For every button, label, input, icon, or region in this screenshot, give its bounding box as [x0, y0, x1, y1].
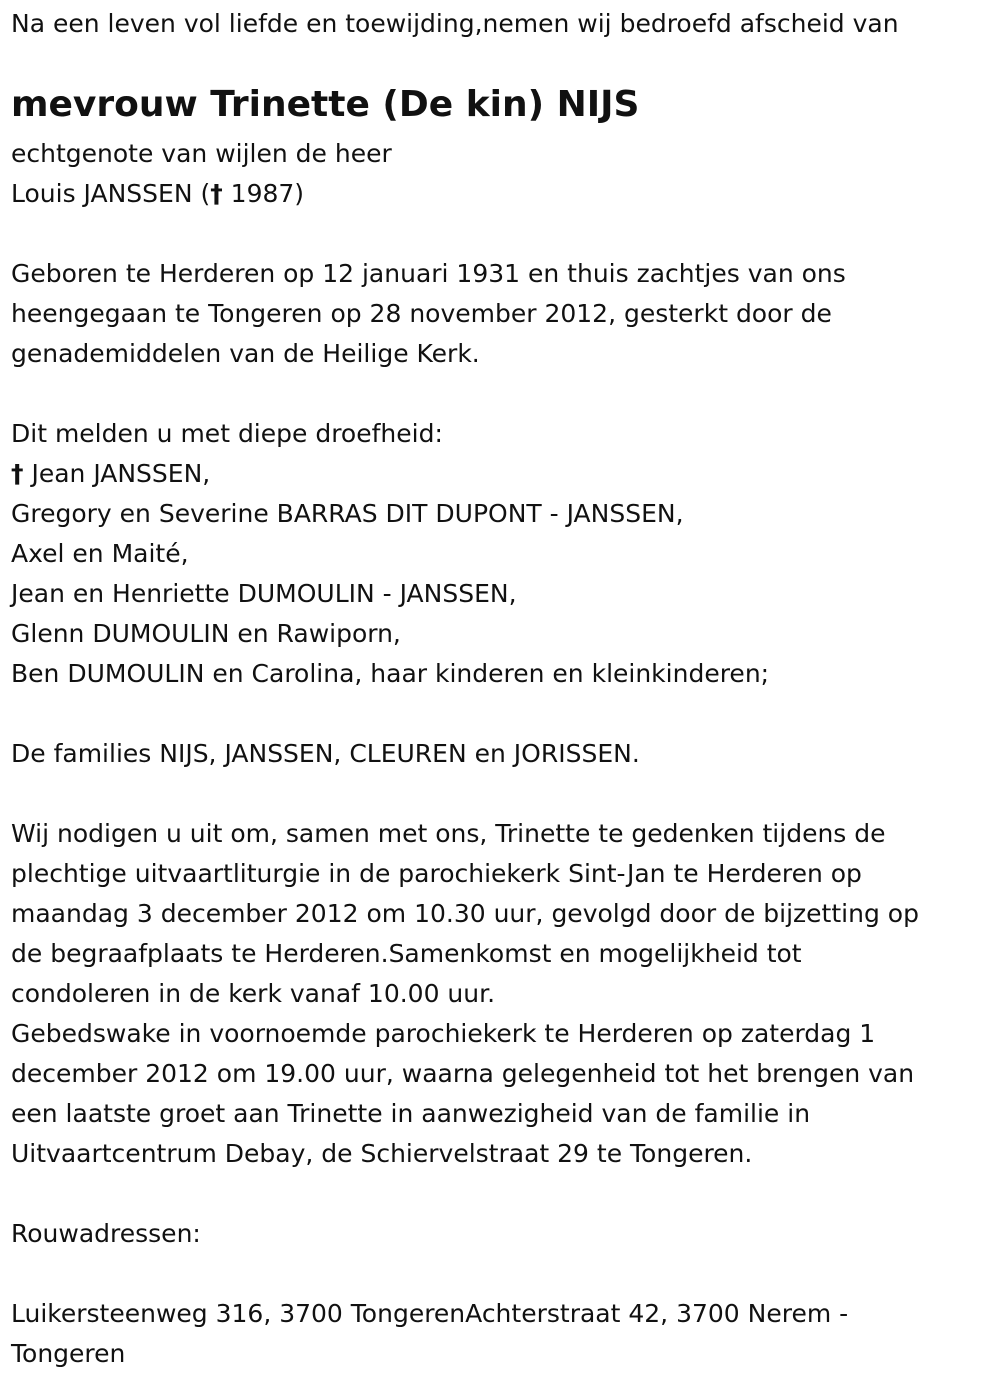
cross-icon: † — [210, 179, 223, 208]
ceremony-line: condoleren in de kerk vanaf 10.00 uur. — [11, 979, 496, 1008]
ceremony-line: Gebedswake in voornoemde parochiekerk te Herderen op zaterdag 1 — [11, 1019, 876, 1048]
ceremony-line: maandag 3 december 2012 om 10.30 uur, gevolgd door de bijzetting op — [11, 899, 919, 928]
birth-death-line: heengegaan te Tongeren op 28 november 2012, gesterkt door de — [11, 299, 832, 328]
birth-death-line: genademiddelen van de Heilige Kerk. — [11, 339, 480, 368]
intro-text: Na een leven vol liefde en toewijding,nemen wij bedroefd afscheid van — [11, 9, 899, 38]
relative-line: Glenn DUMOULIN en Rawiporn, — [11, 619, 401, 648]
ceremony-line: een laatste groet aan Trinette in aanwezigheid van de familie in — [11, 1099, 811, 1128]
ceremony-line: Wij nodigen u uit om, samen met ons, Trinette te gedenken tijdens de — [11, 819, 886, 848]
ceremony-line: de begraafplaats te Herderen.Samenkomst en mogelijkheid tot — [11, 939, 802, 968]
relative-line: Gregory en Severine BARRAS DIT DUPONT - JANSSEN, — [11, 499, 684, 528]
relative-line: Jean en Henriette DUMOULIN - JANSSEN, — [11, 579, 517, 608]
spouse-name-line — [11, 174, 304, 214]
cross-icon: † — [11, 459, 24, 488]
deceased-name: mevrouw Trinette (De kin) NIJS — [11, 84, 640, 125]
spouse-line: echtgenote van wijlen de heer — [11, 139, 392, 168]
ceremony-line: plechtige uitvaartliturgie in de parochiekerk Sint-Jan te Herderen op — [11, 859, 862, 888]
relative-name: Jean JANSSEN, — [31, 459, 211, 488]
announcement-heading: Dit melden u met diepe droefheid: — [11, 419, 443, 448]
spouse-name: Louis JANSSEN ( — [11, 179, 211, 208]
address-line: Tongeren — [11, 1339, 126, 1368]
relative-line: Axel en Maité, — [11, 539, 189, 568]
ceremony-line: Uitvaartcentrum Debay, de Schiervelstraat 29 te Tongeren. — [11, 1139, 753, 1168]
spouse-death-year: 1987) — [230, 179, 305, 208]
address-line: Luikersteenweg 316, 3700 TongerenAchterstraat 42, 3700 Nerem - — [11, 1299, 849, 1328]
ceremony-line: december 2012 om 19.00 uur, waarna gelegenheid tot het brengen van — [11, 1059, 915, 1088]
relative-line: Ben DUMOULIN en Carolina, haar kinderen en kleinkinderen; — [11, 659, 770, 688]
addresses-heading: Rouwadressen: — [11, 1219, 201, 1248]
relative-line — [11, 454, 210, 494]
families-line: De families NIJS, JANSSEN, CLEUREN en JORISSEN. — [11, 739, 640, 768]
birth-death-line: Geboren te Herderen op 12 januari 1931 en thuis zachtjes van ons — [11, 259, 846, 288]
